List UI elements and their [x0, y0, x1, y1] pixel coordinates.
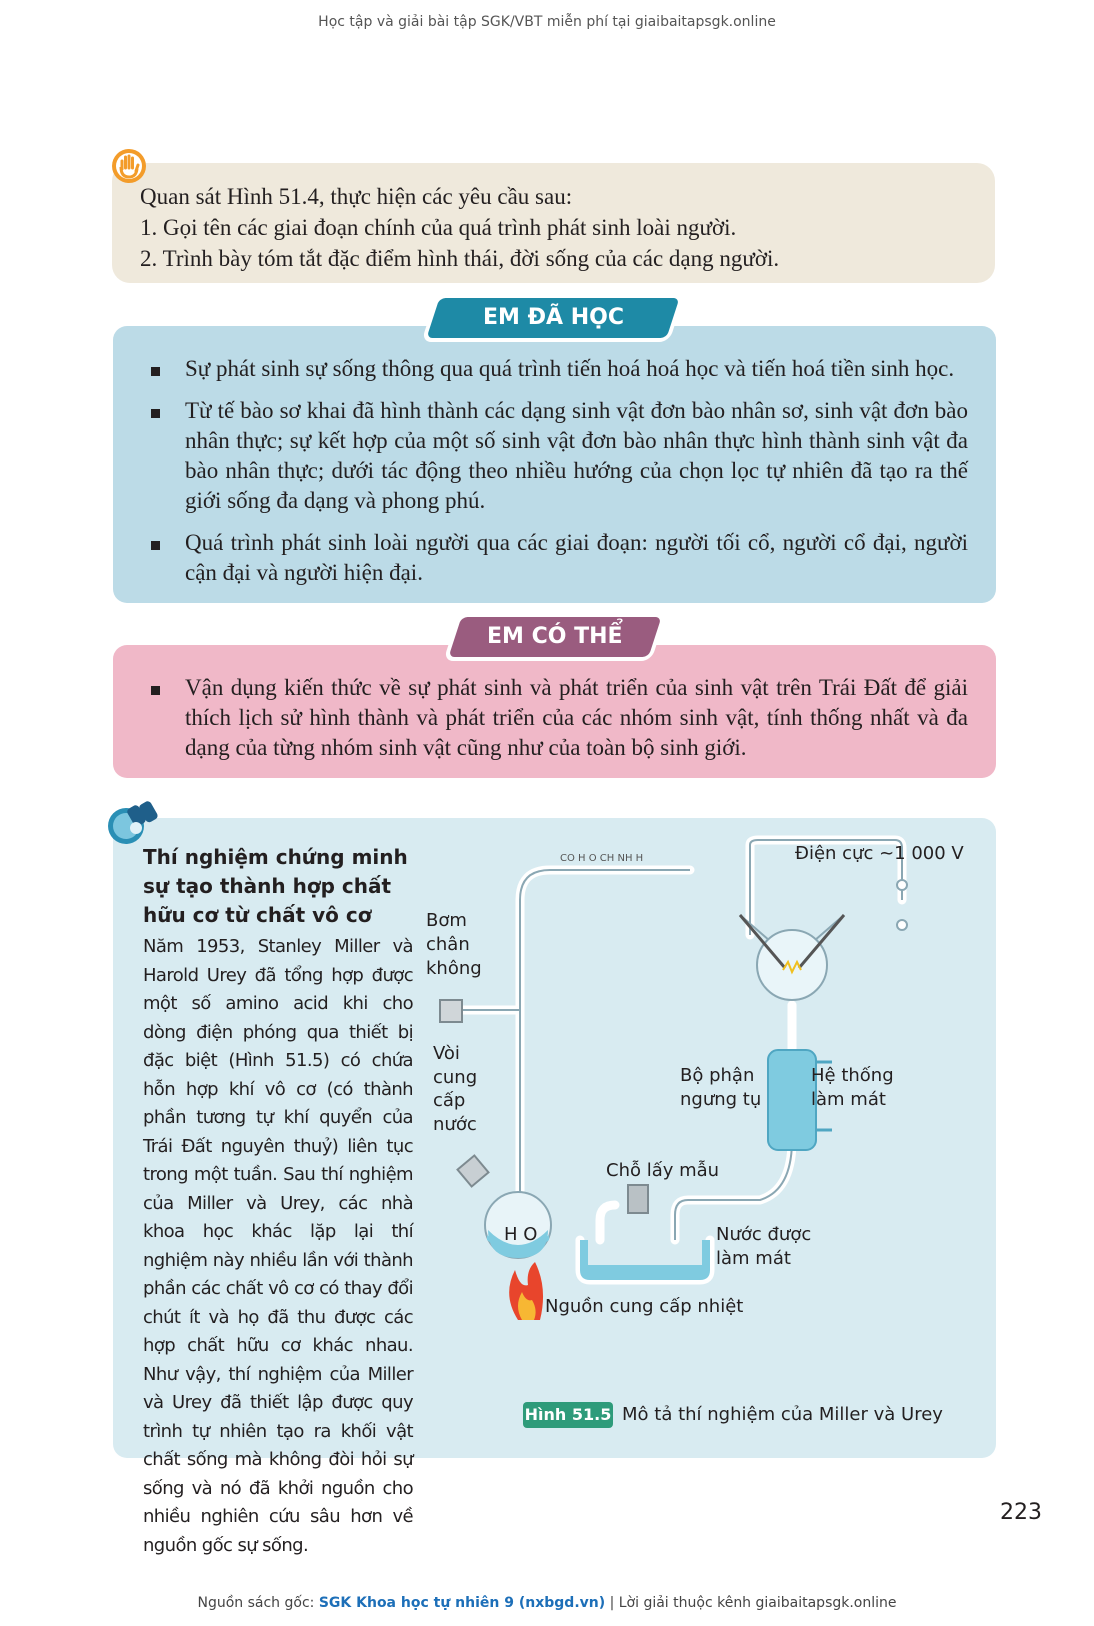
- learned-item: Sự phát sinh sự sống thông qua quá trình tiến hoá hoá học và tiến hoá tiền sinh học.: [141, 354, 968, 384]
- condenser-label-1: Bộ phận: [680, 1065, 755, 1086]
- activity-intro: Quan sát Hình 51.4, thực hiện các yêu cầu sau:: [140, 184, 573, 209]
- can-box: [113, 645, 996, 778]
- can-tab-label: EM CÓ THỂ: [487, 624, 623, 649]
- miller-urey-diagram: [426, 840, 985, 1440]
- footer-source-link[interactable]: SGK Khoa học tự nhiên 9 (nxbgd.vn): [318, 1595, 606, 1611]
- footer-suffix: | Lời giải thuộc kênh giaibaitapsgk.online: [605, 1595, 897, 1611]
- tap-label-2: cung: [433, 1067, 478, 1088]
- experiment-body: Năm 1953, Stanley Miller và Harold Urey đã tổng hợp được một số amino acid khi cho dòng điện phóng qua thiết bị đặc biệt (Hình 51.5) có chứa hỗn hợp khí vô cơ (có thành phần tương tự khí quyển của Trái Đất nguyên thuỷ) liên tục trong một tuần. Sau thí nghiệm của Miller và Urey, các nhà khoa học khác lặp lại thí nghiệm này nhiều lần với thành phần các chất vô cơ có thay đổi chút ít và họ đã thu được các hợp chất hữu cơ khác nhau. Như vậy, thí nghiệm của Miller và Urey đã thiết lập được quy trình tự nhiên tạo ra khối vật chất sống mà không đòi hỏi sự sống và nó đã khởi nguồn cho nhiều nghiên cứu sâu hơn về nguồn gốc sự sống.: [143, 936, 413, 1556]
- figure-tag: Hình 51.5: [523, 1402, 613, 1428]
- page-number: 223: [1000, 1500, 1042, 1525]
- can-tab: [449, 617, 662, 657]
- activity-box: [112, 163, 995, 283]
- cooled-water-label-1: Nước được: [716, 1224, 812, 1245]
- pump-label-3: không: [426, 958, 482, 979]
- experiment-title: Thí nghiệm chứng minh sự tạo thành hợp chất hữu cơ từ chất vô cơ: [143, 845, 408, 927]
- heat-source-label: Nguồn cung cấp nhiệt: [545, 1296, 744, 1317]
- figure-caption: Mô tả thí nghiệm của Miller và Urey: [622, 1404, 943, 1425]
- tap-label-1: Vòi: [433, 1043, 460, 1064]
- learned-tab: [427, 298, 680, 338]
- sample-label: Chỗ lấy mẫu: [606, 1160, 720, 1181]
- tap-label-4: nước: [433, 1114, 477, 1135]
- binoculars-icon: [106, 800, 162, 846]
- cooling-label-2: làm mát: [811, 1089, 886, 1110]
- cooling-label-1: Hệ thống: [811, 1065, 894, 1086]
- learned-tab-label: EM ĐÃ HỌC: [482, 305, 624, 330]
- hand-icon: [110, 147, 148, 185]
- cooled-water-label-2: làm mát: [716, 1248, 791, 1269]
- pump-label-1: Bơm: [426, 910, 467, 931]
- page-footer: [0, 1595, 1094, 1611]
- learned-item: Quá trình phát sinh loài người qua các giai đoạn: người tối cổ, người cổ đại, người cận đại và người hiện đại.: [141, 528, 968, 588]
- activity-item-1: 1. Gọi tên các giai đoạn chính của quá trình phát sinh loài người.: [140, 215, 737, 240]
- gas-mixture-label: CO H O CH NH H: [560, 853, 644, 864]
- activity-item-2: 2. Trình bày tóm tắt đặc điểm hình thái, đời sống của các dạng người.: [140, 246, 780, 271]
- electrode-label: Điện cực ~1 000 V: [795, 843, 964, 864]
- footer-prefix: Nguồn sách gốc:: [197, 1595, 319, 1611]
- page-header: Học tập và giải bài tập SGK/VBT miễn phí tại giaibaitapsgk.online: [318, 14, 776, 30]
- can-item: Vận dụng kiến thức về sự phát sinh và phát triển của sinh vật trên Trái Đất để giải thích lịch sử hình thành và phát triển của các nhóm sinh vật, tính thống nhất và đa dạng của từng nhóm sinh vật cũng như của toàn bộ sinh giới.: [141, 673, 968, 763]
- pump-label-2: chân: [426, 934, 470, 955]
- learned-box: [113, 326, 996, 603]
- condenser-label-2: ngưng tụ: [680, 1089, 762, 1110]
- water-label: H O: [504, 1224, 538, 1245]
- learned-item: Từ tế bào sơ khai đã hình thành các dạng sinh vật đơn bào nhân sơ, sinh vật đơn bào nhân thực; sự kết hợp của một số sinh vật đơn bào nhân thực hình thành sinh vật đa bào nhân thực; dưới tác động theo nhiều hướng của chọn lọc tự nhiên đã tạo ra thế giới sống đa dạng và phong phú.: [141, 396, 968, 516]
- tap-label-3: cấp: [433, 1090, 466, 1111]
